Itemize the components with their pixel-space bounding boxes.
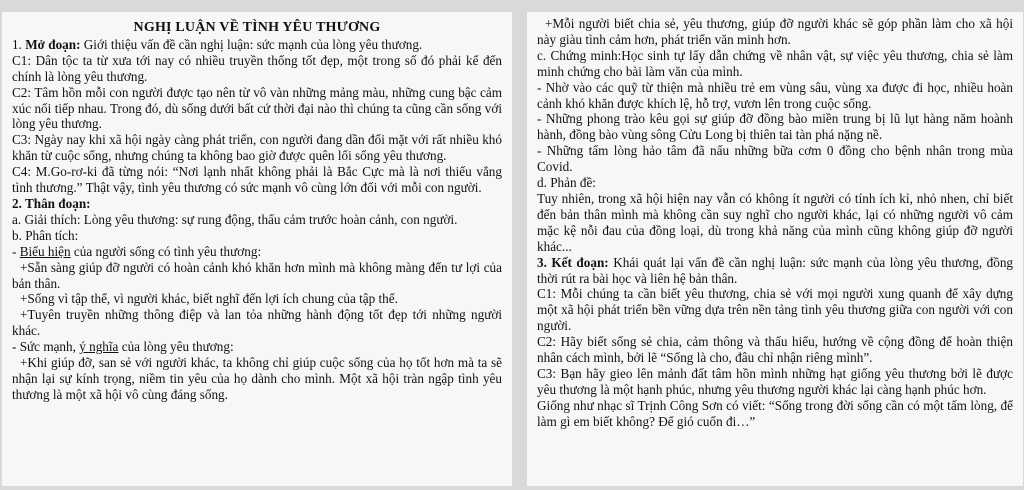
- heading-prefix: - Sức mạnh,: [12, 339, 80, 355]
- manifestation-heading: [12, 244, 502, 260]
- manifestation-point-3: +Tuyên truyền những thông điệp và lan tỏa những hành động tốt đẹp tới những người khác.: [12, 307, 502, 339]
- counter-heading: d. Phản đề:: [537, 175, 596, 191]
- dash: -: [12, 243, 20, 259]
- meaning-point-1: +Khi giúp đỡ, san sẻ với người khác, ta không chỉ giúp cuộc sống của họ tốt hơn mà ta sẽ nhận lại sự kính trọng, niềm tin yêu của họ dành cho mình. Một xã hội tràn ngập tình yêu thương là một xã hội vô cùng đáng sống.: [12, 355, 502, 402]
- section-label: 3. Kết đoạn:: [537, 254, 609, 270]
- heading-rest: của lòng yêu thương:: [118, 339, 234, 355]
- meaning-heading: [12, 339, 502, 355]
- section-text: Giới thiệu vấn đề cần nghị luận: sức mạnh của lòng yêu thương.: [83, 36, 423, 52]
- underlined-term: Biểu hiện: [19, 243, 71, 259]
- analysis-heading: b. Phân tích:: [12, 227, 79, 243]
- intro-option-1: C1: Dân tộc ta từ xưa tới nay có nhiều truyền thống tốt đẹp, một trong số đó phải kể đến chính là lòng yêu thương.: [12, 52, 502, 84]
- conclusion-option-2: C2: Hãy biết sống sẻ chia, cảm thông và thấu hiểu, hướng về cộng đồng để hoàn thiện nhân cách mình, bởi lẽ “Sống là cho, đâu chỉ nhận riêng mình”.: [537, 334, 1013, 366]
- conclusion-option-3: C3: Bạn hãy gieo lên mảnh đất tâm hồn mình những hạt giống yêu thương bởi lẽ được yêu thương là một hạnh phúc, nhưng yêu thương người khác lại càng hạnh phúc hơn.: [537, 365, 1013, 397]
- intro-option-4: C4: M.Go-rơ-ki đã từng nói: “Nơi lạnh nhất không phải là Bắc Cực mà là nơi thiếu vắng tình thương.” Thật vậy, tình yêu thương có sức mạnh vô cùng lớn đối với mỗi con người.: [12, 164, 502, 196]
- conclusion-option-1: C1: Mỗi chúng ta cần biết yêu thương, chia sẻ với mọi người xung quanh để xây dựng một xã hội phát triển bền vững dựa trên nền tảng tình yêu thương giữa con người với con người.: [537, 286, 1013, 334]
- right-page: [527, 12, 1023, 486]
- manifestation-point-1: +Sẵn sàng giúp đỡ người có hoàn cảnh khó khăn hơn mình mà không màng đến tư lợi của bản thân.: [12, 259, 502, 291]
- heading-rest: của người sống có tình yêu thương:: [70, 243, 262, 259]
- intro-option-2: C2: Tâm hồn mỗi con người được tạo nên từ vô vàn những mảng màu, những cung bậc cảm xúc nối tiếp nhau. Trong đó, dù sống dưới bất cứ thời đại nào thì chúng ta cũng cần sống với lòng yêu thương.: [12, 84, 502, 132]
- section-number: 1.: [12, 36, 22, 52]
- evidence-1: - Nhờ vào các quỹ từ thiện mà nhiều trẻ em vùng sâu, vùng xa được đi học, nhiều hoàn cảnh khó khăn được khích lệ, hỗ trợ, vươn lên trong cuộc sống.: [537, 79, 1013, 111]
- evidence-3: - Những tấm lòng hảo tâm đã nấu những bữa cơm 0 đồng cho bệnh nhân trong mùa Covid.: [537, 143, 1013, 175]
- explanation: a. Giải thích: Lòng yêu thương: sự rung động, thấu cảm trước hoàn cảnh, con người.: [12, 211, 458, 227]
- intro-heading: [12, 37, 502, 53]
- left-page: [2, 12, 512, 486]
- section-text: Khái quát lại vấn đề cần nghị luận: sức mạnh của lòng yêu thương, đồng thời rút ra bài học và liên hệ bản thân.: [537, 254, 1014, 286]
- evidence-2: - Những phong trào kêu gọi sự giúp đỡ đồng bào miền trung bị lũ lụt hàng năm hoành hành, đồng bào vùng sông Cửu Long bị thiên tai tàn phá nặng nề.: [537, 111, 1013, 143]
- closing-quote: Giống như nhạc sĩ Trịnh Công Sơn có viết: “Sống trong đời sống cần có một tấm lòng, để làm gì em biết không? Để gió cuốn đi…”: [537, 397, 1013, 429]
- meaning-point-2: +Mỗi người biết chia sẻ, yêu thương, giúp đỡ người khác sẽ góp phần làm cho xã hội này giàu tình cảm hơn, phát triển văn minh hơn.: [537, 16, 1013, 47]
- proof-heading: c. Chứng minh:Học sinh tự lấy dẫn chứng về nhân vật, sự việc yêu thương, chia sẻ làm minh chứng cho bài làm văn của mình.: [537, 47, 1013, 79]
- manifestation-point-2: +Sống vì tập thể, vì người khác, biết nghĩ đến lợi ích chung của tập thể.: [20, 291, 398, 307]
- conclusion-heading: [537, 255, 1013, 287]
- body-heading: 2. Thân đoạn:: [12, 195, 91, 211]
- document-title: NGHỊ LUẬN VỀ TÌNH YÊU THƯƠNG: [133, 20, 381, 35]
- counter-text: Tuy nhiên, trong xã hội hiện nay vẫn có không ít người có tính ích kỉ, nhỏ nhen, chỉ biết đến bản thân mình mà không cần suy nghĩ cho người khác, lại có những người vô cảm mặc kệ nỗi đau của đồng loại, dù trong khả năng của mình cũng không giúp đỡ người khác...: [537, 190, 1013, 254]
- intro-option-3: C3: Ngày nay khi xã hội ngày càng phát triển, con người đang dần đối mặt với rất nhiều khó khăn từ cuộc sống, nhưng chúng ta không bao giờ được quên lối sống yêu thương.: [12, 132, 502, 164]
- section-label: Mở đoạn:: [25, 36, 81, 52]
- underlined-term: ý nghĩa: [79, 339, 119, 355]
